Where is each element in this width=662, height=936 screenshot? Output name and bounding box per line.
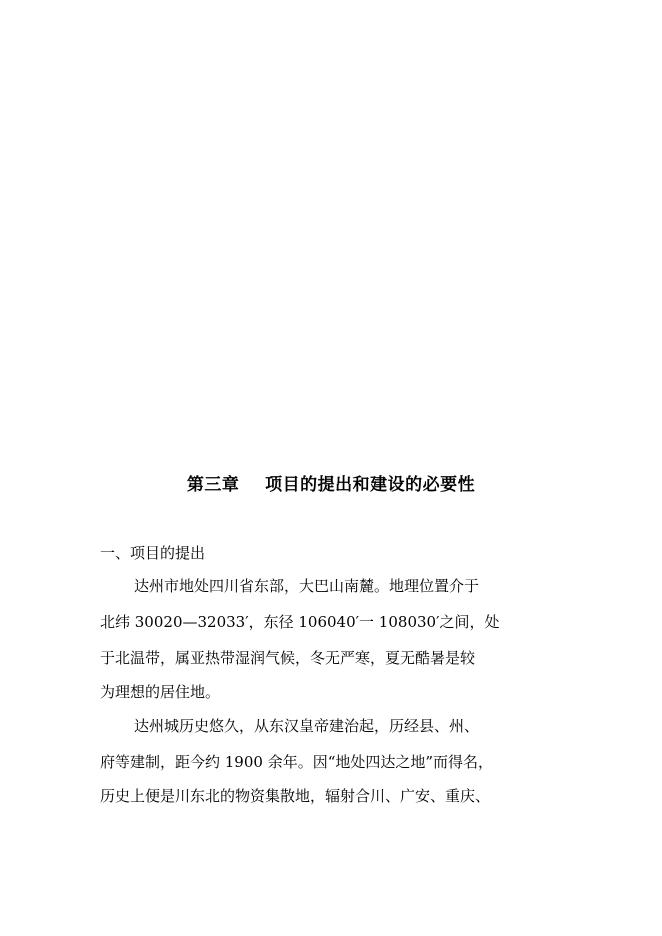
paragraph-line: 达州市地处四川省东部，大巴山南麓。地理位置介于: [134, 577, 480, 595]
chapter-title: 第三章 项目的提出和建设的必要性: [186, 475, 476, 495]
paragraph-line: 于北温带，属亚热带湿润气候，冬无严寒，夏无酷暑是较: [100, 649, 476, 667]
paragraph-line: 北纬 30020—32033′，东径 106040′一 108030′之间，处: [100, 613, 500, 631]
paragraph-line: 达州城历史悠久，从东汉皇帝建治起，历经县、州、: [134, 717, 480, 735]
paragraph-line: 为理想的居住地。: [100, 683, 221, 701]
paragraph-line: 历史上便是川东北的物资集散地，辐射合川、广安、重庆、: [100, 787, 491, 805]
section-heading: 一、项目的提出: [100, 544, 206, 562]
paragraph-line: 府等建制，距今约 1900 余年。因“地处四达之地”而得名，: [100, 753, 494, 771]
